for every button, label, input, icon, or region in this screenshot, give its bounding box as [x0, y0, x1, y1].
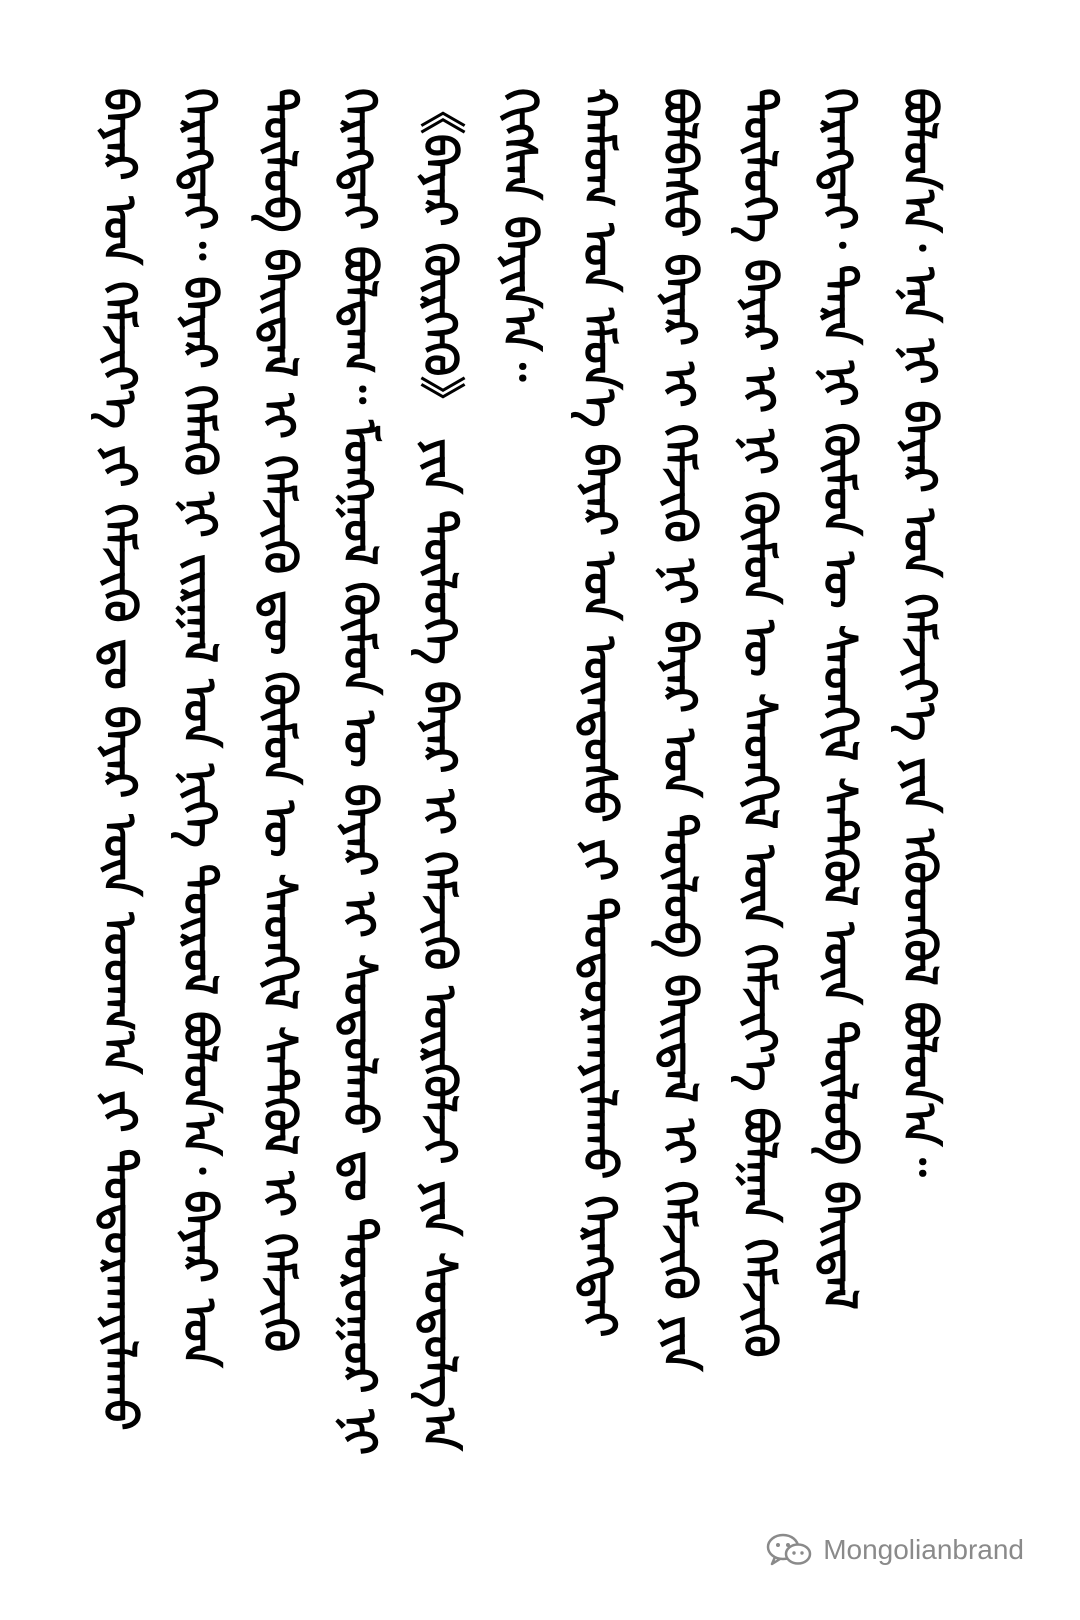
mongolian-text-body [80, 88, 960, 1488]
paragraph-1: ᠪᠠᠶᠠᠷ ᠤᠨ ᠬᠡᠮᠵᠢᠶ᠎ᠡ ᠶᠢ ᠬᠡᠮᠵᠢᠬᠦ ᠳᠤ ᠪᠠᠶᠠᠷ ᠦᠨ ᠤᠳᠬ᠎ᠠ ᠶᠢ ᠲᠣᠳᠤᠷᠬᠠᠶᠢᠯᠠᠬᠤ ᠬᠡᠷᠡᠭᠲᠡᠢ᠃ ᠪᠠᠶᠠᠷ ᠬᠡᠮᠡᠬᠦ ᠨᠢ ᠵᠢᠷᠭᠠᠯ ᠤᠨ ᠨᠢᠭᠡ ᠲᠥᠷᠥᠯ ᠪᠣᠯᠤᠨ᠎ᠠ᠂ ᠪᠠᠶᠠᠷ ᠤᠨ ᠲᠥᠯᠥᠪ ᠪᠠᠢᠳᠠᠯ ᠢ ᠬᠡᠮᠵᠢᠬᠦ ᠳᠦ ᠬᠦᠮᠦᠨ ᠦ ᠰᠡᠳᠬᠢᠯ ᠰᠡᠲᠭᠦᠯ ᠢ ᠬᠡᠮᠵᠢᠬᠦ ᠬᠡᠷᠡᠭᠲᠡᠢ ᠪᠣᠯᠳᠠᠭ᠃ ᠮᠣᠩᠭᠣᠯ ᠬᠦᠮᠦᠨ ᠦ ᠪᠠᠶᠠᠷ ᠢ ᠰᠤᠳᠤᠯᠬᠤ ᠳᠤ ᠳᠣᠷᠤᠭᠤᠷ ᠨᠢ 《ᠪᠠᠶᠠᠷ ᠬᠦᠷᠭᠡᠬᠦ》 ᠶᠢᠨ ᠲᠥᠯᠥᠭᠡ ᠪᠠᠶᠠᠷ ᠢ ᠬᠡᠮᠵᠢᠬᠦ ᠦᠷᠭᠦᠯᠵᠢ ᠶᠢᠨ ᠰᠤᠳᠤᠯᠭ᠎ᠠ ᠬᠢᠭᠰᠡᠨ ᠪᠠᠶᠢᠨ᠎ᠠ᠃ [93, 88, 547, 1456]
watermark [765, 1532, 1024, 1568]
watermark-text: Mongolianbrand [823, 1534, 1024, 1565]
wechat-icon [765, 1532, 813, 1568]
paragraph-2: ᠬᠠᠮᠤᠭ ᠤᠨ ᠡᠮᠦᠨ᠎ᠡ ᠪᠠᠶᠠᠷ ᠤᠨ ᠦᠨᠳᠦᠰᠦ ᠶᠢ ᠲᠣᠳᠤᠷᠬᠠᠶᠢᠯᠠᠬᠤ ᠬᠡᠷᠡᠭᠲᠡᠢ ᠪᠣᠯᠪᠠᠰᠤ ᠪᠠᠶᠠᠷ ᠢ ᠬᠡᠮᠵᠢᠬᠦ ᠨᠢ ᠪᠠᠶᠠᠷ ᠤᠨ ᠲᠥᠯᠥᠪ ᠪᠠᠢᠳᠠᠯ ᠢ ᠬᠡᠮᠵᠢᠬᠦ ᠶᠢᠨ ᠲᠥᠯᠥᠭᠡ ᠪᠠᠶᠠᠷ ᠢ ᠨᠢ ᠬᠦᠮᠦᠨ ᠦ ᠰᠡᠳᠬᠢᠯ ᠦᠨ ᠬᠡᠮᠵᠢᠶ᠎ᠡ ᠪᠣᠯᠭᠠᠨ ᠬᠡᠮᠵᠢᠬᠦ ᠬᠡᠷᠡᠭᠲᠡᠢ᠂ ᠲᠡᠷᠡ ᠨᠢ ᠬᠦᠮᠦᠨ ᠦ ᠰᠡᠳᠬᠢᠯ ᠰᠡᠲᠭᠦᠯ ᠦᠨ ᠲᠥᠯᠥᠪ ᠪᠠᠢᠳᠠᠯ ᠪᠣᠯᠤᠨ᠎ᠠ᠂ ᠡᠨᠡ ᠨᠢ ᠪᠠᠶᠠᠷ ᠤᠨ ᠬᠡᠮᠵᠢᠶ᠎ᠡ ᠶᠢᠨ ᠡᠭᠦᠳᠬᠦᠯ ᠪᠣᠯᠤᠨ᠎ᠠ᠃ [573, 88, 947, 1372]
